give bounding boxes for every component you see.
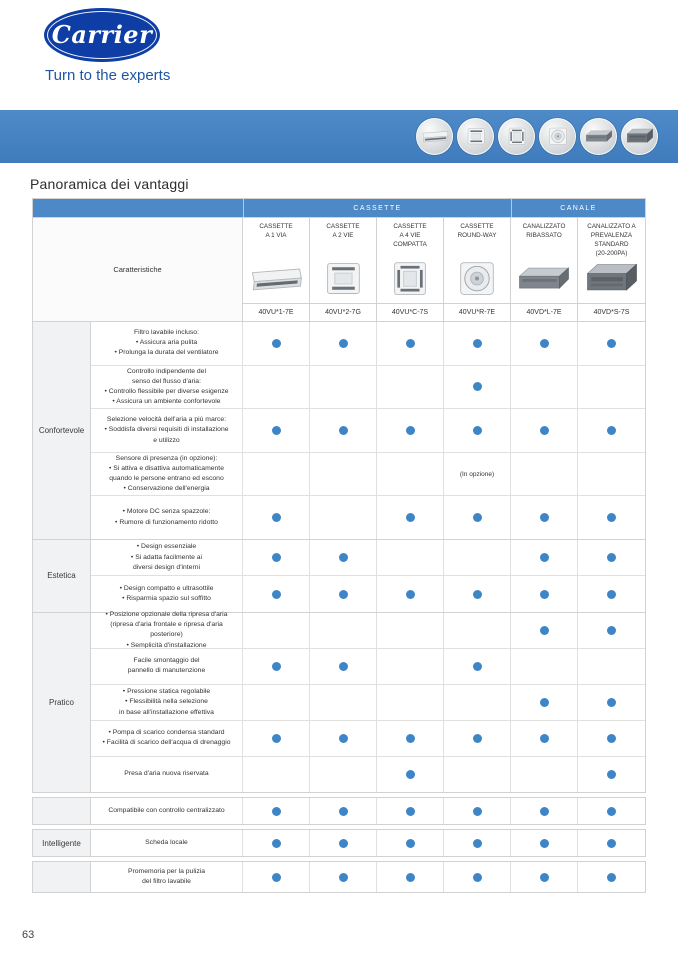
group-label: Intelligente: [33, 830, 91, 856]
feature-dot-icon: [406, 734, 415, 743]
feature-cell: [511, 798, 578, 824]
feature-cell: [511, 613, 578, 648]
feature-cell: [578, 613, 645, 648]
feature-dot-icon: [339, 734, 348, 743]
feature-dot-icon: [339, 807, 348, 816]
feature-dot-icon: [272, 339, 281, 348]
carrier-logo-text: Carrier: [51, 19, 153, 49]
product-column-header: [377, 218, 444, 303]
feature-cell: [243, 540, 310, 575]
feature-cell: [578, 496, 645, 539]
feature-dot-icon: [540, 513, 549, 522]
feature-cell: [444, 366, 511, 409]
banner-product-thumb: [498, 118, 535, 155]
feature-description: Scheda locale: [91, 830, 243, 856]
feature-cell: [377, 496, 444, 539]
feature-dot-icon: [540, 339, 549, 348]
feature-cell: [511, 496, 578, 539]
feature-cell: [444, 862, 511, 892]
feature-cell: [243, 576, 310, 611]
feature-cell: [243, 685, 310, 720]
feature-cell: [578, 798, 645, 824]
product-column-name: CASSETTE ROUND-WAY: [457, 223, 497, 240]
feature-description: • Pressione statica regolabile • Flessibilità nella selezione in base all'installazione effettiva: [91, 685, 243, 720]
group-rows: [91, 540, 645, 612]
feature-dot-icon: [540, 626, 549, 635]
table-body-strips: [32, 797, 646, 893]
feature-cell: [578, 366, 645, 409]
group-label: [33, 862, 91, 892]
feature-cell: [444, 540, 511, 575]
feature-dot-icon: [406, 873, 415, 882]
cassette-2-vie-icon: [461, 126, 491, 147]
feature-cell: [310, 862, 377, 892]
feature-cell: [243, 366, 310, 409]
feature-cell: [310, 322, 377, 365]
carrier-logo: [44, 8, 160, 62]
feature-row: [91, 322, 645, 365]
feature-cell: [377, 649, 444, 684]
feature-cell: [511, 685, 578, 720]
feature-description: Presa d'aria nuova riservata: [91, 757, 243, 792]
feature-description: Controllo indipendente del senso del flusso d'aria: • Controllo flessibile per diverse esigenze • Assicura un ambiente confortevole: [91, 366, 243, 409]
feature-cell: [444, 721, 511, 756]
feature-dot-icon: [339, 873, 348, 882]
feature-dot-icon: [540, 734, 549, 743]
feature-cell: [444, 496, 511, 539]
feature-cell: [310, 576, 377, 611]
feature-cell: [310, 830, 377, 856]
group-rows: [91, 322, 645, 539]
feature-cell: [243, 649, 310, 684]
canalizzato-ribassato-icon: [584, 126, 614, 147]
banner-product-thumb: [416, 118, 453, 155]
feature-dot-icon: [406, 426, 415, 435]
feature-cell: [310, 721, 377, 756]
banner-product-thumb: [580, 118, 617, 155]
product-column-header: [578, 218, 645, 303]
feature-cell: [578, 685, 645, 720]
feature-dot-icon: [272, 426, 281, 435]
feature-cell: [578, 649, 645, 684]
brand-tagline: Turn to the experts: [45, 67, 171, 84]
feature-description: • Motore DC senza spazzole: • Rumore di funzionamento ridotto: [91, 496, 243, 539]
canalizzato-standard-icon: [583, 259, 641, 299]
feature-dot-icon: [339, 553, 348, 562]
feature-group: [33, 539, 645, 612]
feature-cell: [377, 613, 444, 648]
cassette-1-via-icon: [247, 259, 305, 299]
feature-cell: [444, 798, 511, 824]
feature-cell: [377, 830, 444, 856]
feature-description: Facile smontaggio del pannello di manutenzione: [91, 649, 243, 684]
feature-cell: [511, 576, 578, 611]
product-header-area: [243, 218, 645, 321]
feature-dot-icon: [607, 626, 616, 635]
feature-cell: [310, 798, 377, 824]
feature-dot-icon: [272, 662, 281, 671]
feature-cell: [243, 862, 310, 892]
feature-row: [91, 495, 645, 539]
feature-description: • Design essenziale • Si adatta facilmente ai diversi design d'interni: [91, 540, 243, 575]
feature-cell: [511, 862, 578, 892]
feature-cell: [310, 366, 377, 409]
feature-cell: [578, 576, 645, 611]
feature-cell: [377, 540, 444, 575]
feature-row: [91, 365, 645, 409]
table-category-band: [33, 199, 645, 217]
feature-dot-icon: [406, 807, 415, 816]
feature-group: [33, 612, 645, 792]
feature-cell: [444, 613, 511, 648]
feature-dot-icon: [607, 839, 616, 848]
canalizzato-ribassato-icon: [515, 259, 573, 299]
caratteristiche-cell: Caratteristiche: [33, 218, 243, 321]
feature-description: Promemoria per la pulizia del filtro lavabile: [91, 862, 243, 892]
feature-cell: [511, 366, 578, 409]
feature-dot-icon: [473, 590, 482, 599]
feature-dot-icon: [339, 662, 348, 671]
feature-dot-icon: [607, 426, 616, 435]
feature-cell: [243, 322, 310, 365]
feature-description: • Design compatto e ultrasottile • Risparmia spazio sul soffitto: [91, 576, 243, 611]
feature-cell: [511, 453, 578, 496]
feature-cell: [444, 322, 511, 365]
feature-cell: [511, 322, 578, 365]
feature-dot-icon: [272, 807, 281, 816]
product-model: 40VU*R-7E: [444, 304, 511, 321]
feature-cell: [243, 830, 310, 856]
feature-cell: [578, 540, 645, 575]
feature-cell: [310, 453, 377, 496]
feature-dot-icon: [607, 553, 616, 562]
feature-dot-icon: [406, 770, 415, 779]
feature-cell: [511, 540, 578, 575]
feature-dot-icon: [339, 590, 348, 599]
feature-cell: [444, 685, 511, 720]
feature-cell: [310, 613, 377, 648]
product-column-name: CANALIZZATO A PREVALENZA STANDARD (20-200PA): [587, 223, 636, 258]
page-title: Panoramica dei vantaggi: [30, 176, 189, 192]
feature-dot-icon: [607, 807, 616, 816]
feature-cell: [243, 453, 310, 496]
feature-dot-icon: [607, 339, 616, 348]
feature-row: [91, 648, 645, 684]
feature-dot-icon: [272, 839, 281, 848]
feature-description: Filtro lavabile incluso: • Assicura aria pulita • Prolunga la durata del ventilatore: [91, 322, 243, 365]
feature-dot-icon: [607, 770, 616, 779]
feature-dot-icon: [272, 873, 281, 882]
feature-dot-icon: [406, 839, 415, 848]
feature-dot-icon: [607, 873, 616, 882]
product-banner: [0, 110, 678, 163]
feature-cell: [444, 409, 511, 452]
feature-row: [91, 830, 645, 856]
feature-dot-icon: [339, 339, 348, 348]
feature-cell: [377, 576, 444, 611]
feature-cell: [511, 830, 578, 856]
band-cassette-label: CASSETTE: [243, 199, 511, 217]
cassette-4-vie-icon: [381, 259, 439, 299]
feature-description: • Posizione opzionale della ripresa d'aria (ripresa d'aria frontale e ripresa d'aria posteriore) • Semplicità d'installazione: [91, 613, 243, 648]
feature-description: Compatibile con controllo centralizzato: [91, 798, 243, 824]
feature-dot-icon: [406, 339, 415, 348]
feature-cell: [243, 409, 310, 452]
product-column-name: CASSETTE A 1 VIA: [259, 223, 293, 240]
feature-cell: [444, 830, 511, 856]
feature-cell: [310, 757, 377, 792]
product-model: 40VD*L-7E: [511, 304, 578, 321]
feature-dot-icon: [406, 590, 415, 599]
feature-row: [91, 575, 645, 611]
feature-row: [91, 798, 645, 824]
feature-row: [91, 452, 645, 496]
feature-dot-icon: [607, 734, 616, 743]
feature-cell: [578, 453, 645, 496]
band-spacer: [33, 199, 243, 217]
feature-dot-icon: [473, 382, 482, 391]
product-model: 40VU*C-7S: [377, 304, 444, 321]
feature-cell: [377, 721, 444, 756]
feature-dot-icon: [272, 513, 281, 522]
feature-cell: [243, 798, 310, 824]
product-column-name: CASSETTE A 2 VIE: [326, 223, 360, 240]
feature-group-strip: [32, 829, 646, 857]
feature-cell: [243, 496, 310, 539]
feature-dot-icon: [406, 513, 415, 522]
product-column-header: [310, 218, 377, 303]
band-canale-label: CANALE: [511, 199, 645, 217]
feature-cell: [310, 685, 377, 720]
feature-cell: [444, 649, 511, 684]
feature-dot-icon: [473, 513, 482, 522]
feature-dot-icon: [473, 807, 482, 816]
feature-cell: [377, 409, 444, 452]
feature-dot-icon: [339, 839, 348, 848]
product-column-name: CASSETTE A 4 VIE COMPATTA: [393, 223, 427, 249]
feature-cell: [511, 649, 578, 684]
feature-cell: [310, 540, 377, 575]
product-model: 40VU*2-7G: [310, 304, 377, 321]
product-column-header: [511, 218, 578, 303]
product-model-row: [243, 303, 645, 321]
product-name-image-row: [243, 218, 645, 303]
feature-dot-icon: [607, 513, 616, 522]
cassette-round-way-icon: [543, 126, 573, 147]
group-label: Estetica: [33, 540, 91, 612]
comparison-table: [32, 198, 646, 893]
group-rows: [91, 613, 645, 792]
product-model: 40VD*S-7S: [593, 309, 630, 316]
feature-row: [91, 862, 645, 892]
feature-dot-icon: [540, 873, 549, 882]
feature-cell: [377, 685, 444, 720]
feature-cell: [578, 409, 645, 452]
feature-cell: [310, 409, 377, 452]
feature-row: [91, 408, 645, 452]
feature-row: [91, 540, 645, 575]
feature-group-strip: [32, 861, 646, 893]
page-number: 63: [22, 929, 35, 941]
feature-description: Sensore di presenza (in opzione): • Si attiva e disattiva automaticamente quando le persone entrano ed escono • Conservazione dell'energia: [91, 453, 243, 496]
cassette-2-vie-icon: [314, 259, 372, 299]
feature-cell: [578, 862, 645, 892]
cassette-round-way-icon: [448, 259, 506, 299]
feature-dot-icon: [607, 698, 616, 707]
feature-dot-icon: [473, 662, 482, 671]
feature-cell: [377, 366, 444, 409]
banner-product-thumb: [539, 118, 576, 155]
table-header-row: [33, 217, 645, 321]
feature-dot-icon: [473, 839, 482, 848]
feature-dot-icon: [272, 590, 281, 599]
group-label: Confortevole: [33, 322, 91, 539]
feature-row: [91, 684, 645, 720]
cassette-4-vie-icon: [502, 126, 532, 147]
feature-cell: [444, 757, 511, 792]
feature-dot-icon: [473, 873, 482, 882]
feature-cell: [444, 576, 511, 611]
feature-dot-icon: [540, 553, 549, 562]
feature-row: [91, 720, 645, 756]
feature-dot-icon: [540, 807, 549, 816]
feature-cell: [511, 721, 578, 756]
feature-cell: [377, 322, 444, 365]
feature-dot-icon: [272, 734, 281, 743]
feature-cell: [578, 721, 645, 756]
feature-dot-icon: [540, 698, 549, 707]
group-label: [33, 798, 91, 824]
feature-cell: [243, 757, 310, 792]
feature-cell: [310, 496, 377, 539]
feature-dot-icon: [272, 553, 281, 562]
feature-dot-icon: [540, 839, 549, 848]
feature-cell: [578, 830, 645, 856]
feature-cell: [243, 721, 310, 756]
feature-description: Selezione velocità dell'aria a più marce: • Soddisfa diversi requisiti di installazione e utilizzo: [91, 409, 243, 452]
feature-dot-icon: [473, 426, 482, 435]
feature-cell: [243, 613, 310, 648]
feature-cell: [578, 322, 645, 365]
feature-note: (In opzione): [444, 453, 511, 496]
feature-group: [33, 321, 645, 539]
group-label: Pratico: [33, 613, 91, 792]
feature-cell: [377, 862, 444, 892]
cassette-1-via-icon: [420, 126, 450, 147]
feature-cell: [578, 757, 645, 792]
feature-description: • Pompa di scarico condensa standard • Facilità di scarico dell'acqua di drenaggio: [91, 721, 243, 756]
canalizzato-standard-icon: [625, 126, 655, 147]
feature-cell: [377, 453, 444, 496]
banner-product-thumb: [457, 118, 494, 155]
feature-cell: [377, 757, 444, 792]
product-column-header: [444, 218, 511, 303]
feature-dot-icon: [473, 734, 482, 743]
feature-dot-icon: [473, 339, 482, 348]
table-body: [33, 321, 645, 792]
feature-row: [91, 756, 645, 792]
comparison-table-main: [32, 198, 646, 793]
feature-dot-icon: [607, 590, 616, 599]
feature-dot-icon: [540, 590, 549, 599]
feature-group-strip: [32, 797, 646, 825]
feature-cell: [511, 757, 578, 792]
feature-dot-icon: [540, 426, 549, 435]
banner-product-thumb: [621, 118, 658, 155]
feature-row: [91, 613, 645, 648]
feature-cell: [377, 798, 444, 824]
product-column-name: CANALIZZATO RIBASSATO: [522, 223, 566, 240]
feature-cell: [511, 409, 578, 452]
product-model: 40VU*1-7E: [243, 304, 310, 321]
feature-cell: [310, 649, 377, 684]
feature-dot-icon: [339, 426, 348, 435]
product-column-header: [243, 218, 310, 303]
